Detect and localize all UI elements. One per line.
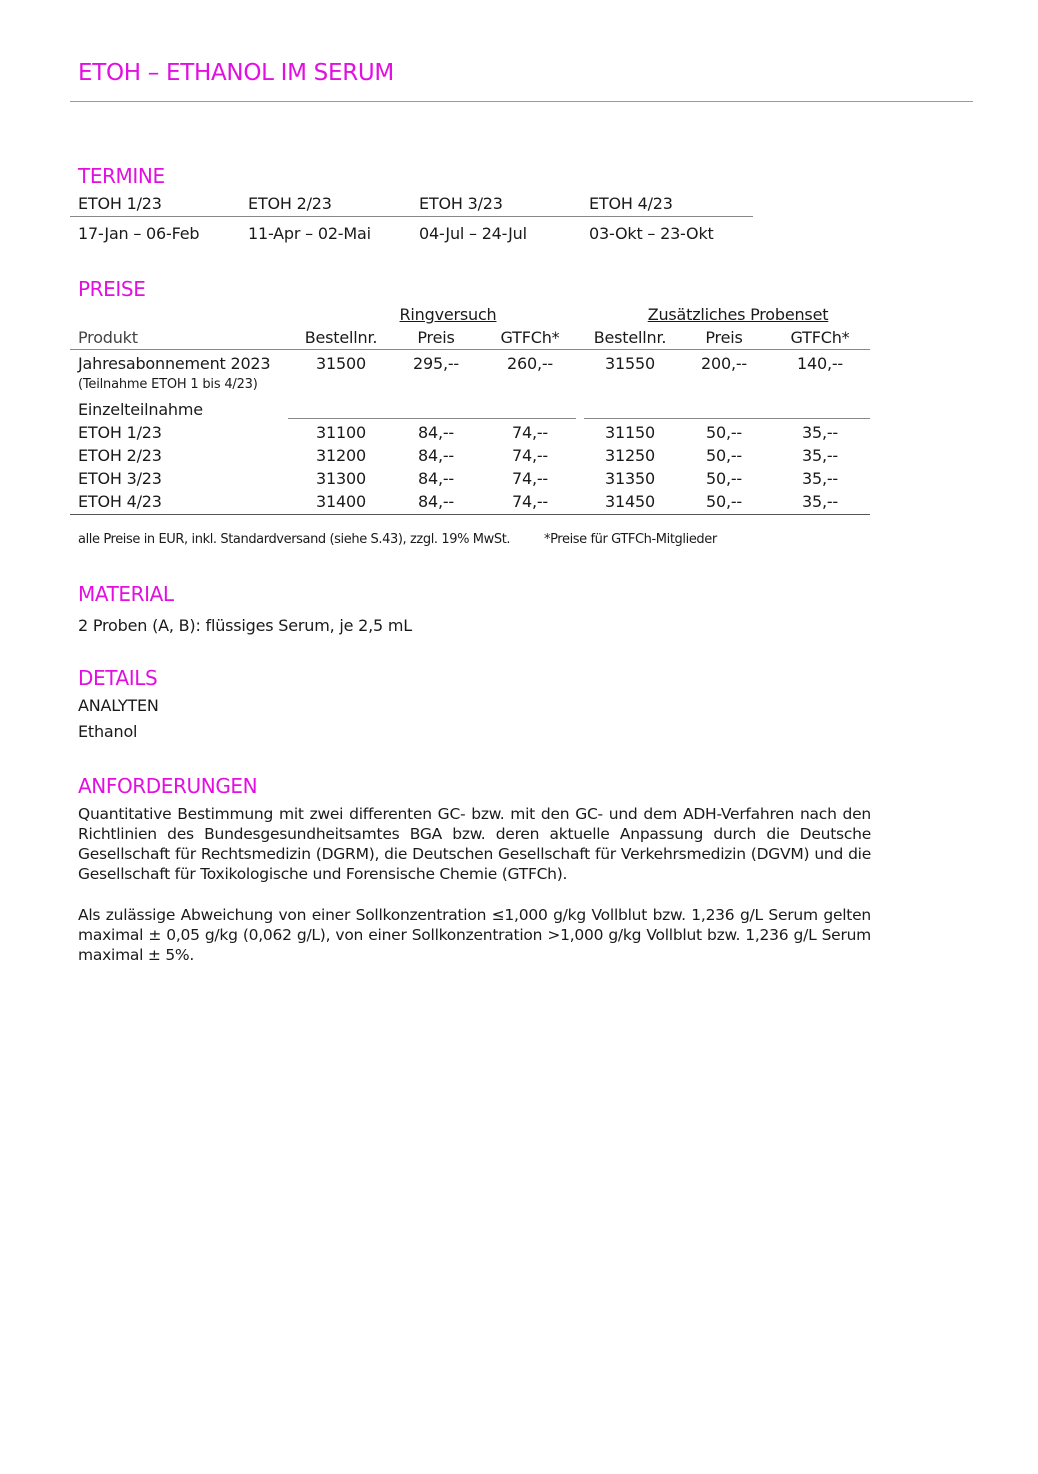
column-header-produkt: Produkt [78,328,138,347]
column-header-preis: Preis [417,328,455,347]
termine-round-name: ETOH 1/23 [78,194,162,213]
abo-gtfch: 260,-- [507,354,553,373]
page-title: ETOH – ETHANOL IM SERUM [78,60,394,86]
termine-heading: TERMINE [78,164,165,188]
abo-product: Jahresabonnement 2023 [78,354,271,373]
row-bestellnr: 31200 [316,446,366,465]
row-extra-preis: 50,-- [706,446,742,465]
anforderungen-heading: ANFORDERUNGEN [78,774,258,798]
termine-round-dates: 17-Jan – 06-Feb [78,224,200,243]
group-header-ringversuch: Ringversuch [399,305,497,324]
row-gtfch: 74,-- [512,492,548,511]
row-extra-gtfch: 35,-- [802,469,838,488]
row-preis: 84,-- [418,469,454,488]
termine-round-dates: 04-Jul – 24-Jul [419,224,527,243]
price-footnote: alle Preise in EUR, inkl. Standardversand (siehe S.43), zzgl. 19% MwSt. [78,532,511,547]
column-header-gtfch: GTFCh* [500,328,560,347]
row-gtfch: 74,-- [512,423,548,442]
preise-heading: PREISE [78,277,146,301]
row-bestellnr: 31400 [316,492,366,511]
termine-round-name: ETOH 2/23 [248,194,332,213]
abo-bestellnr: 31500 [316,354,366,373]
row-preis: 84,-- [418,446,454,465]
row-preis: 84,-- [418,423,454,442]
column-header-preis: Preis [705,328,743,347]
group-header-probenset: Zusätzliches Probenset [647,305,829,324]
anforderungen-paragraph: Quantitative Bestimmung mit zwei differenten GC- bzw. mit den GC- und dem ADH-Verfahren nach den Richtlinien des Bundesgesundheitsamtes BGA bzw. deren aktuelle Anpassung durch die Deutsche Gesellschaft für Rechtsmedizin (DGRM), die Deutschen Gesellschaft für Verkehrsmedizin (DGVM) und die Gesellschaft für Toxikologische und Forensische Chemie (GTFCh). [78,805,871,883]
row-extra-gtfch: 35,-- [802,492,838,511]
row-preis: 84,-- [418,492,454,511]
analyten-value: Ethanol [78,722,138,741]
abo-extra-bestellnr: 31550 [605,354,655,373]
einzel-label: Einzelteilnahme [78,400,203,419]
table-bottom-divider [70,514,870,515]
row-extra-gtfch: 35,-- [802,446,838,465]
material-text: 2 Proben (A, B): flüssiges Serum, je 2,5 mL [78,616,412,635]
column-header-bestellnr: Bestellnr. [304,328,378,347]
abo-extra-preis: 200,-- [701,354,747,373]
row-gtfch: 74,-- [512,469,548,488]
row-extra-bestellnr: 31350 [605,469,655,488]
gtfch-footnote: *Preise für GTFCh-Mitglieder [544,532,717,547]
termine-round-dates: 11-Apr – 02-Mai [248,224,371,243]
row-extra-bestellnr: 31250 [605,446,655,465]
row-extra-preis: 50,-- [706,492,742,511]
abweichung-paragraph: Als zulässige Abweichung von einer Sollkonzentration ≤1,000 g/kg Vollblut bzw. 1,236 g/L Serum gelten maximal ± 0,05 g/kg (0,062 g/L), von einer Sollkonzentration >1,000 g/kg Vollblut bzw. 1,236 g/L Serum maximal ± 5%. [78,906,871,964]
termine-round-name: ETOH 4/23 [589,194,673,213]
table-header-divider [70,349,870,350]
row-bestellnr: 31300 [316,469,366,488]
termine-round-dates: 03-Okt – 23-Okt [589,224,714,243]
abo-note: (Teilnahme ETOH 1 bis 4/23) [78,377,258,392]
row-product: ETOH 2/23 [78,446,162,465]
row-extra-gtfch: 35,-- [802,423,838,442]
row-product: ETOH 4/23 [78,492,162,511]
row-product: ETOH 3/23 [78,469,162,488]
termine-round-name: ETOH 3/23 [419,194,503,213]
row-product: ETOH 1/23 [78,423,162,442]
material-heading: MATERIAL [78,582,174,606]
abo-extra-gtfch: 140,-- [797,354,843,373]
row-extra-preis: 50,-- [706,469,742,488]
row-bestellnr: 31100 [316,423,366,442]
column-header-bestellnr: Bestellnr. [593,328,667,347]
title-divider [70,101,973,102]
row-extra-preis: 50,-- [706,423,742,442]
termine-divider [70,216,753,217]
row-extra-bestellnr: 31450 [605,492,655,511]
details-heading: DETAILS [78,666,158,690]
abo-preis: 295,-- [413,354,459,373]
column-header-gtfch: GTFCh* [790,328,850,347]
row-extra-bestellnr: 31150 [605,423,655,442]
row-gtfch: 74,-- [512,446,548,465]
einzel-divider-ring [288,418,576,419]
analyten-label: ANALYTEN [78,696,159,715]
einzel-divider-extra [584,418,870,419]
